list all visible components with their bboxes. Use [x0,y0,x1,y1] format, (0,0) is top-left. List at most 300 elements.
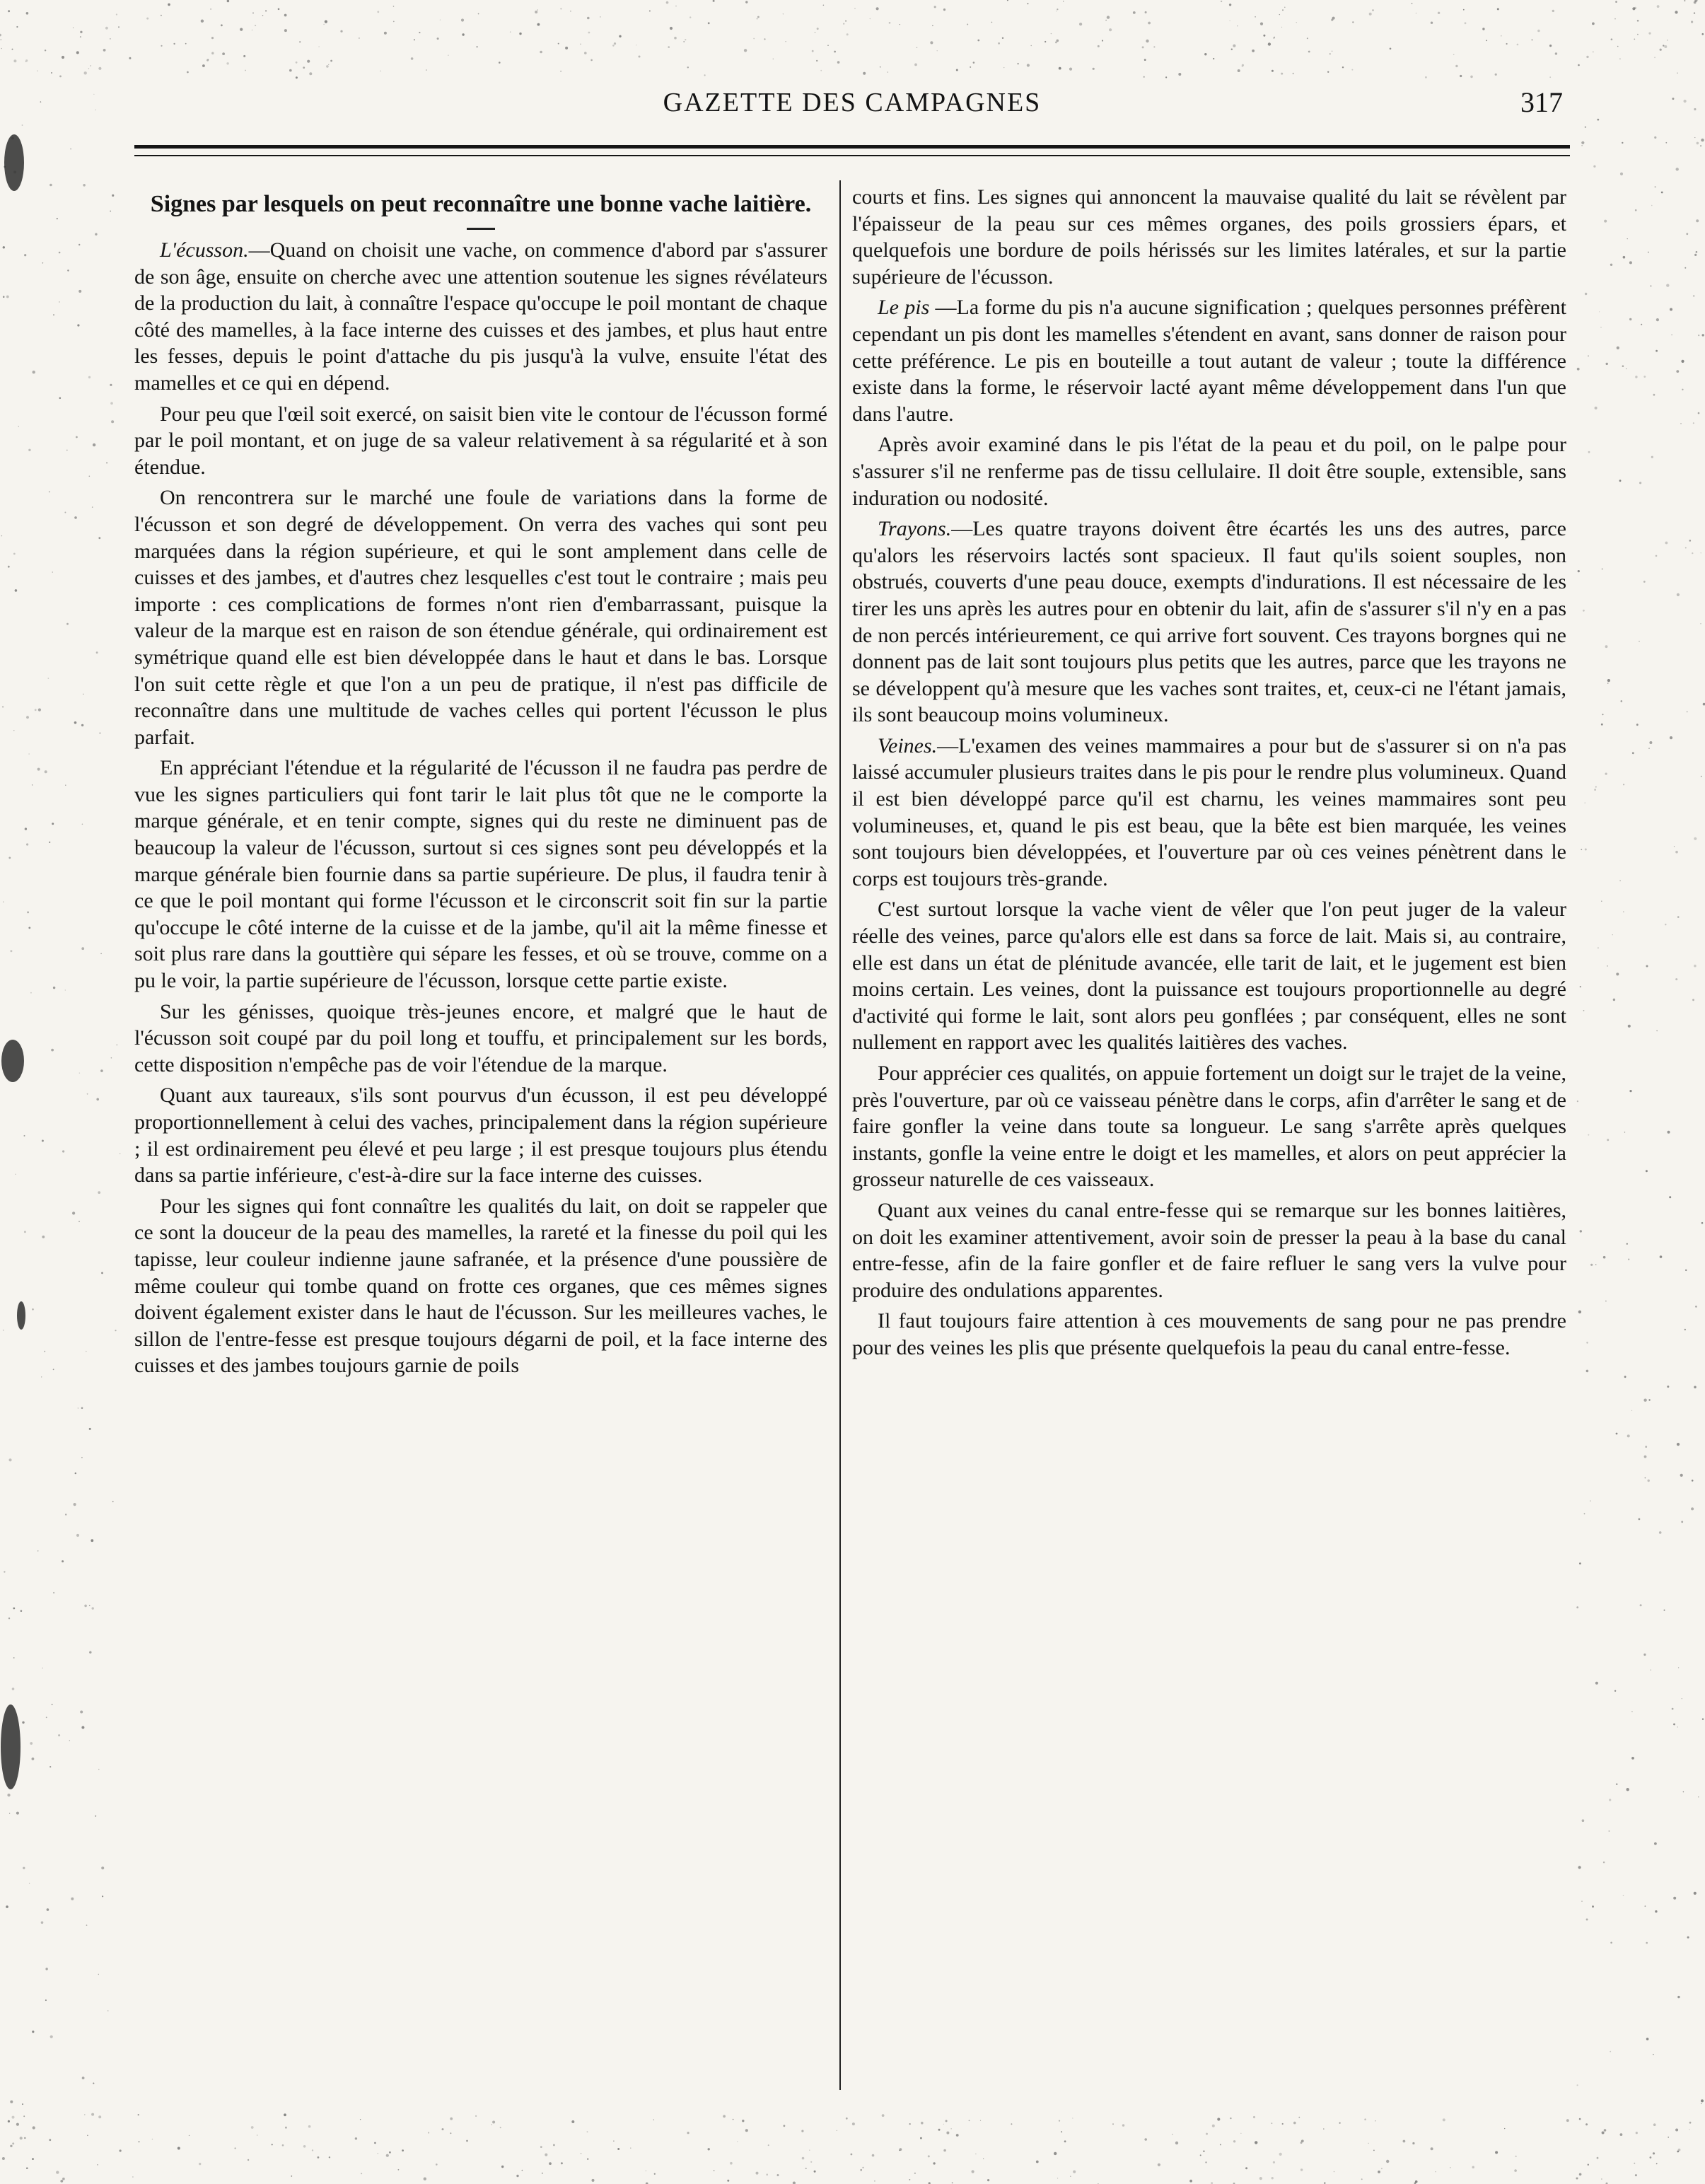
noise-dot [26,12,29,15]
noise-dot [880,66,881,68]
noise-dot [62,56,64,59]
noise-dot [103,49,106,52]
noise-dot [1472,2166,1474,2168]
noise-dot [84,1605,87,1608]
noise-dot [84,71,87,74]
noise-dot [98,537,100,539]
noise-dot [89,1605,91,1606]
noise-dot [120,2149,122,2151]
noise-dot [22,2103,23,2105]
noise-dot [1694,1386,1697,1389]
noise-dot [689,16,691,18]
noise-dot [549,2162,552,2165]
noise-dot [1073,2171,1076,2173]
noise-dot [1682,389,1683,390]
noise-dot [1233,2140,1235,2142]
noise-dot [670,27,673,30]
noise-dot [76,436,78,438]
noise-dot [25,59,28,62]
noise-dot [1372,9,1373,11]
noise-dot [1677,1996,1680,1998]
noise-dot [1616,972,1619,975]
noise-dot [1585,849,1587,851]
noise-dot [492,2121,495,2124]
noise-dot [1144,2138,1147,2141]
noise-dot [138,2141,139,2142]
noise-dot [1263,35,1265,37]
noise-dot [1578,1866,1581,1869]
noise-dot [1649,741,1652,744]
noise-dot [1403,2140,1406,2143]
noise-dot [1482,28,1484,30]
noise-dot [784,2125,786,2127]
noise-dot [100,733,101,734]
noise-dot [1051,33,1052,34]
noise-dot [1435,2171,1436,2173]
noise-dot [1620,2133,1623,2136]
noise-dot [102,1895,103,1897]
noise-dot [1676,168,1679,170]
noise-dot [1702,1719,1704,1720]
noise-dot [23,2115,25,2117]
noise-dot [1694,1892,1697,1895]
noise-dot [58,1734,60,1736]
paragraph [134,401,827,481]
noise-dot [1698,335,1699,336]
noise-dot [1664,45,1667,48]
noise-dot [951,2128,952,2129]
noise-dot [1453,54,1455,55]
noise-dot [499,62,501,64]
noise-dot [1342,66,1344,68]
noise-dot [475,2115,477,2117]
noise-dot [1122,2124,1124,2126]
noise-dot [1670,308,1672,311]
noise-dot [2,706,4,707]
noise-dot [1272,70,1274,72]
noise-dot [1515,2156,1516,2157]
noise-dot [1057,8,1058,10]
section-heading: Trayons. [878,517,952,541]
noise-dot [1255,2141,1257,2144]
noise-dot [1577,2084,1578,2086]
noise-dot [1,48,2,49]
noise-dot [970,66,971,68]
noise-dot [1605,1301,1607,1302]
noise-dot [110,384,112,386]
noise-dot [323,24,324,25]
noise-dot [42,1140,44,1142]
noise-dot [570,11,571,12]
noise-dot [500,2127,501,2128]
noise-dot [24,1135,25,1137]
noise-dot [630,2148,631,2149]
noise-dot [820,70,822,71]
noise-dot [874,2180,875,2182]
noise-dot [1245,2167,1247,2169]
noise-dot [1238,69,1240,72]
header-rule-thin [134,155,1570,156]
paragraph [852,516,1566,728]
noise-dot [49,842,50,843]
noise-dot [816,60,817,62]
noise-dot [1252,50,1255,52]
noise-dot [793,2182,796,2184]
noise-dot [1203,2151,1204,2152]
noise-dot [1054,2152,1057,2155]
noise-dot [1237,25,1238,26]
noise-dot [1233,45,1235,47]
noise-dot [1635,376,1637,378]
noise-dot [934,6,936,8]
noise-dot [1601,901,1602,902]
noise-dot [1506,43,1508,45]
noise-dot [28,927,30,929]
noise-dot [1255,16,1256,18]
noise-dot [560,8,561,9]
noise-dot [914,2173,916,2174]
noise-dot [1692,552,1693,554]
noise-dot [307,60,310,63]
title-dash [467,228,495,230]
noise-dot [1616,1433,1618,1435]
noise-dot [450,2118,453,2120]
noise-dot [329,2156,330,2158]
noise-dot [1680,423,1681,424]
column-divider [839,180,841,2090]
noise-dot [129,57,131,59]
noise-dot [1668,2137,1669,2138]
noise-dot [62,1150,64,1152]
noise-dot [202,64,205,67]
noise-dot [1672,1708,1674,1710]
noise-dot [916,47,917,48]
noise-dot [1627,1788,1629,1791]
noise-dot [1677,1443,1680,1446]
noise-dot [1590,1500,1591,1502]
noise-dot [360,2119,361,2120]
noise-dot [245,70,246,71]
noise-dot [943,8,945,11]
noise-dot [1632,752,1634,754]
noise-dot [146,18,149,20]
noise-dot [1145,11,1147,13]
noise-dot [26,843,28,845]
noise-dot [22,124,23,126]
noise-dot [278,8,280,11]
noise-dot [921,2122,924,2125]
noise-dot [639,56,641,58]
noise-dot [1577,368,1580,371]
noise-dot [1586,1370,1589,1373]
noise-dot [730,2162,733,2165]
noise-dot [10,950,12,952]
noise-dot [1580,1230,1582,1232]
noise-dot [1093,68,1095,70]
noise-dot [86,1924,88,1926]
noise-dot [53,1592,54,1593]
noise-dot [1578,64,1580,66]
paragraph [852,294,1566,427]
noise-dot [851,2154,853,2156]
noise-dot [1588,451,1590,453]
noise-dot [75,1473,76,1474]
noise-dot [862,2167,863,2168]
noise-dot [359,37,360,39]
noise-dot [1687,1936,1689,1939]
noise-dot [1677,593,1680,596]
noise-dot [361,2173,362,2174]
noise-dot [1576,1606,1578,1608]
noise-dot [1677,916,1680,918]
noise-dot [1178,73,1181,76]
noise-dot [1635,209,1637,211]
noise-dot [98,1974,99,1975]
noise-dot [714,2170,715,2171]
noise-dot [1412,2142,1414,2144]
noise-dot [1307,37,1308,39]
noise-dot [95,233,97,236]
noise-dot [52,823,54,825]
noise-dot [111,1057,112,1059]
noise-dot [51,72,52,74]
noise-dot [1576,2178,1578,2180]
noise-dot [1486,40,1487,41]
noise-dot [37,70,38,71]
noise-dot [50,1766,51,1767]
noise-dot [980,2120,981,2121]
noise-dot [654,2173,656,2175]
noise-dot [1643,1654,1646,1656]
noise-dot [251,2126,254,2129]
noise-dot [450,2132,451,2134]
noise-dot [1592,23,1595,25]
noise-dot [326,65,329,68]
noise-dot [1595,407,1598,410]
noise-dot [1619,58,1621,59]
noise-dot [501,2166,504,2168]
paragraph [134,1082,827,1188]
noise-dot [199,2163,201,2165]
noise-dot [1607,679,1610,682]
noise-dot [1609,1830,1610,1832]
noise-dot [1655,555,1658,557]
noise-dot [1646,965,1648,968]
noise-dot [1352,21,1354,23]
noise-dot [74,516,77,519]
section-heading: Veines. [878,733,938,757]
noise-dot [1694,254,1697,256]
noise-dot [1673,1897,1676,1900]
noise-dot [87,2135,88,2137]
paragraph [134,1193,827,1379]
noise-dot [1206,2133,1208,2135]
noise-dot [1293,73,1294,74]
noise-dot [1595,1682,1598,1685]
noise-dot [187,71,189,74]
noise-dot [59,76,62,78]
noise-dot [42,262,44,264]
noise-dot [1694,12,1695,13]
noise-dot [1112,2123,1114,2125]
noise-dot [814,2171,816,2173]
noise-dot [386,2154,389,2157]
noise-dot [101,1272,103,1274]
noise-dot [1654,136,1656,139]
noise-dot [1621,700,1623,702]
noise-dot [32,1308,34,1311]
noise-dot [777,2174,779,2176]
noise-dot [863,72,866,75]
noise-dot [1585,2123,1588,2125]
noise-dot [1205,2161,1206,2163]
noise-dot [1686,233,1688,235]
noise-dot [1220,2144,1221,2145]
noise-dot [491,2124,492,2125]
noise-dot [308,2125,311,2128]
ink-blotch [1,1040,24,1082]
noise-dot [81,724,83,726]
noise-dot [1581,1901,1582,1902]
noise-dot [1695,1306,1697,1308]
noise-dot [1298,2117,1300,2118]
noise-dot [592,2179,595,2182]
noise-dot [1495,74,1497,76]
noise-dot [461,18,464,21]
noise-dot [1549,76,1551,78]
paragraph-text: courts et fins. Les signes qui annoncent la mauvaise qualité du lait se révèlent par l'épaisseur de la peau sur ces mêmes organes, des poils grossiers épars, et quelquefois une bordure de poils hérissés sur les limites latérales, et sur la partie supérieure de l'écusson. [852,185,1566,289]
noise-dot [1656,1030,1657,1031]
noise-dot [1653,394,1655,396]
noise-dot [1583,610,1585,612]
noise-dot [89,1651,91,1654]
noise-dot [1650,2156,1652,2159]
noise-dot [580,44,581,45]
noise-dot [1601,724,1603,726]
noise-dot [1648,1480,1650,1482]
noise-dot [1581,141,1584,144]
noise-dot [909,2123,911,2125]
noise-dot [1217,2118,1220,2120]
noise-dot [1577,1100,1578,1102]
noise-dot [62,2178,65,2180]
noise-dot [1003,67,1004,68]
noise-dot [1504,2128,1505,2129]
noise-dot [745,2129,748,2132]
noise-dot [1602,2132,1605,2134]
noise-dot [59,301,60,303]
noise-dot [1165,76,1167,78]
noise-dot [96,1098,99,1101]
noise-dot [65,785,66,786]
noise-dot [1293,2122,1296,2125]
noise-dot [6,296,9,298]
noise-dot [106,462,107,463]
noise-dot [1279,2153,1282,2156]
noise-dot [98,1191,100,1194]
noise-dot [442,2128,444,2130]
noise-dot [558,43,559,45]
noise-dot [766,2173,768,2176]
noise-dot [1697,142,1699,145]
paragraph [852,431,1566,511]
noise-dot [70,149,71,150]
noise-dot [325,21,327,23]
noise-dot [1588,2164,1589,2166]
noise-dot [1386,2160,1389,2163]
noise-dot [13,59,16,62]
noise-dot [1634,2163,1635,2164]
noise-dot [47,1908,50,1911]
noise-dot [846,2118,848,2120]
noise-dot [10,2101,13,2103]
noise-dot [1552,10,1554,12]
noise-dot [737,2141,738,2142]
noise-dot [285,2127,287,2129]
noise-dot [560,71,561,72]
noise-dot [20,2137,23,2139]
paragraph [852,1308,1566,1361]
noise-dot [296,62,298,64]
noise-dot [1684,1329,1686,1330]
noise-dot [66,623,69,625]
noise-dot [115,1330,116,1331]
noise-dot [402,2149,404,2151]
noise-dot [920,2137,922,2139]
noise-dot [823,5,825,6]
noise-dot [1200,2154,1201,2156]
noise-dot [255,25,256,26]
noise-dot [1,535,3,537]
noise-dot [744,49,747,52]
noise-dot [1580,986,1581,987]
noise-dot [1694,108,1696,110]
section-heading: L'écusson. [160,238,249,262]
noise-dot [914,64,917,66]
noise-dot [1648,252,1649,253]
noise-dot [436,2163,438,2166]
noise-dot [26,716,29,719]
noise-dot [1661,192,1663,194]
noise-dot [810,2161,812,2163]
noise-dot [1017,63,1018,64]
noise-dot [1102,40,1103,41]
noise-dot [13,170,16,173]
noise-dot [1273,37,1275,39]
noise-dot [1654,1842,1657,1845]
noise-dot [12,1688,15,1690]
noise-dot [59,252,61,254]
noise-dot [411,57,414,60]
noise-dot [1605,773,1607,775]
noise-dot [79,1073,80,1074]
noise-dot [1631,1757,1634,1760]
noise-dot [1601,2178,1602,2180]
noise-dot [10,2145,12,2147]
noise-dot [1655,186,1656,187]
noise-dot [393,21,395,23]
noise-dot [1578,570,1580,572]
noise-dot [80,36,81,37]
noise-dot [1061,2131,1062,2132]
noise-dot [45,50,46,51]
noise-dot [1602,714,1604,715]
noise-dot [1549,45,1552,47]
noise-dot [1685,1270,1687,1271]
noise-dot [1646,1170,1648,1172]
noise-dot [1438,12,1440,14]
noise-dot [1581,145,1583,146]
